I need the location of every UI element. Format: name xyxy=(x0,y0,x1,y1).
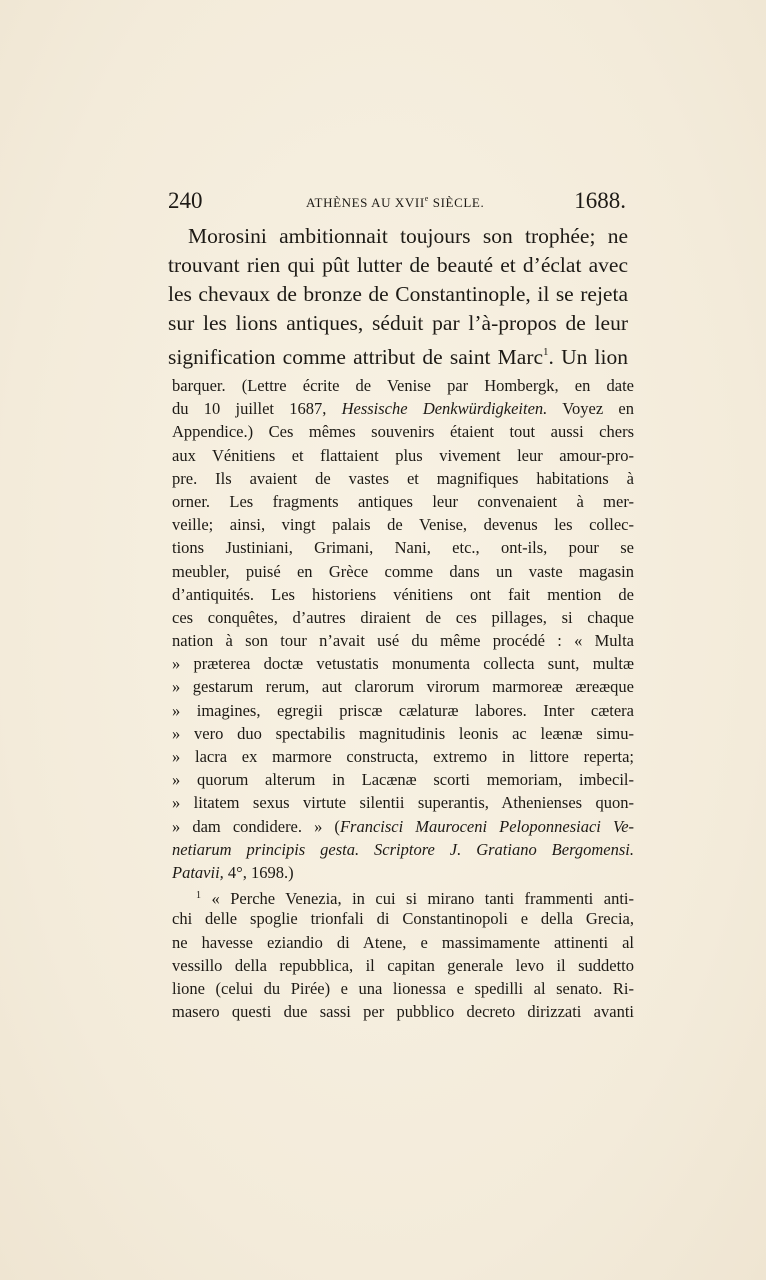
footnote-line: ces conquêtes, d’autres diraient de ces pillages, si chaque xyxy=(172,607,634,627)
footnote-line: » quorum alterum in Lacænæ scorti memoriam, imbecil- xyxy=(172,770,634,790)
footnote-line: » dam condidere. » (Francisci Mauroceni Peloponnesiaci Ve- xyxy=(172,816,635,836)
footnote-line: d’antiquités. Les historiens vénitiens ont fait mention de xyxy=(172,584,634,604)
footnote-line: » imagines, egregii priscæ cælaturæ labores. Inter cætera xyxy=(172,700,634,720)
footnote-ref: 1 xyxy=(543,346,549,358)
page-header xyxy=(168,188,626,218)
header-year: 1688. xyxy=(574,188,626,213)
footnote-1-line: lione (celui du Pirée) e una lionessa e spedilli al senato. Ri- xyxy=(172,978,634,998)
footnote-line: netiarum principis gesta. Scriptore J. Gratiano Bergomensi. xyxy=(172,839,634,859)
running-title: ATHÈNES AU XVIIe SIÈCLE. xyxy=(306,194,485,210)
footnote-line: meubler, puisé en Grèce comme dans un vaste magasin xyxy=(172,561,634,581)
footnote-line: orner. Les fragments antiques leur convenaient à mer- xyxy=(172,491,634,511)
footnotes xyxy=(172,374,634,1023)
page-number: 240 xyxy=(168,188,203,213)
footnote-1-line: ne havesse eziandio di Atene, e massimamente attinenti al xyxy=(172,932,634,952)
main-line: trouvant rien qui pût lutter de beauté et d’éclat avec xyxy=(168,253,628,277)
main-line: Morosini ambitionnait toujours son trophée; ne xyxy=(188,224,628,248)
footnote-1-line: vessillo della repubblica, il capitan generale levo il suddetto xyxy=(172,955,634,975)
footnote-1-line: masero questi due sassi per pubblico decreto dirizzati avanti xyxy=(172,1002,634,1022)
footnote-line: aux Vénitiens et flattaient plus vivement leur amour-pro- xyxy=(172,445,634,465)
footnote-1-line: chi delle spoglie trionfali di Constantinopoli e della Grecia, xyxy=(172,909,634,929)
main-line: les chevaux de bronze de Constantinople, il se rejeta xyxy=(168,282,628,306)
footnote-line: Appendice.) Ces mêmes souvenirs étaient tout aussi chers xyxy=(172,422,634,442)
main-line: sur les lions antiques, séduit par l’à-propos de leur xyxy=(168,311,628,335)
footnote-line: barquer. (Lettre écrite de Venise par Hombergk, en date xyxy=(172,376,634,395)
footnote-line: veille; ainsi, vingt palais de Venise, devenus les collec- xyxy=(172,515,634,535)
footnote-line: » vero duo spectabilis magnitudinis leonis ac leænæ simu- xyxy=(172,723,634,743)
footnote-marker: 1 xyxy=(196,890,201,902)
footnote-line: » litatem sexus virtute silentii superantis, Athenienses quon- xyxy=(172,793,634,813)
footnote-line: Patavii, 4°, 1698.) xyxy=(172,862,294,882)
footnote-line: » lacra ex marmore constructa, extremo in littore reperta; xyxy=(172,747,634,766)
footnote-line: du 10 juillet 1687, Hessische Denkwürdigkeiten. Voyez en xyxy=(172,399,634,419)
footnote-1-line: $^1$ « Perche Venezia, in cui si mirano tanti frammenti anti- xyxy=(196,889,634,909)
footnote-line: » præterea doctæ vetustatis monumenta collecta sunt, multæ xyxy=(172,654,634,674)
main-line: signification comme attribut de saint Marc$^1$. Un lion xyxy=(168,345,628,369)
footnote-line: » gestarum rerum, aut clarorum virorum marmoreæ æreæque xyxy=(172,677,634,697)
footnote-line: nation à son tour n’avait usé du même procédé : « Multa xyxy=(172,631,634,651)
footnote-line: tions Justiniani, Grimani, Nani, etc., ont-ils, pour se xyxy=(172,538,634,558)
main-text xyxy=(168,222,628,367)
footnote-line: pre. Ils avaient de vastes et magnifiques habitations à xyxy=(172,468,634,488)
